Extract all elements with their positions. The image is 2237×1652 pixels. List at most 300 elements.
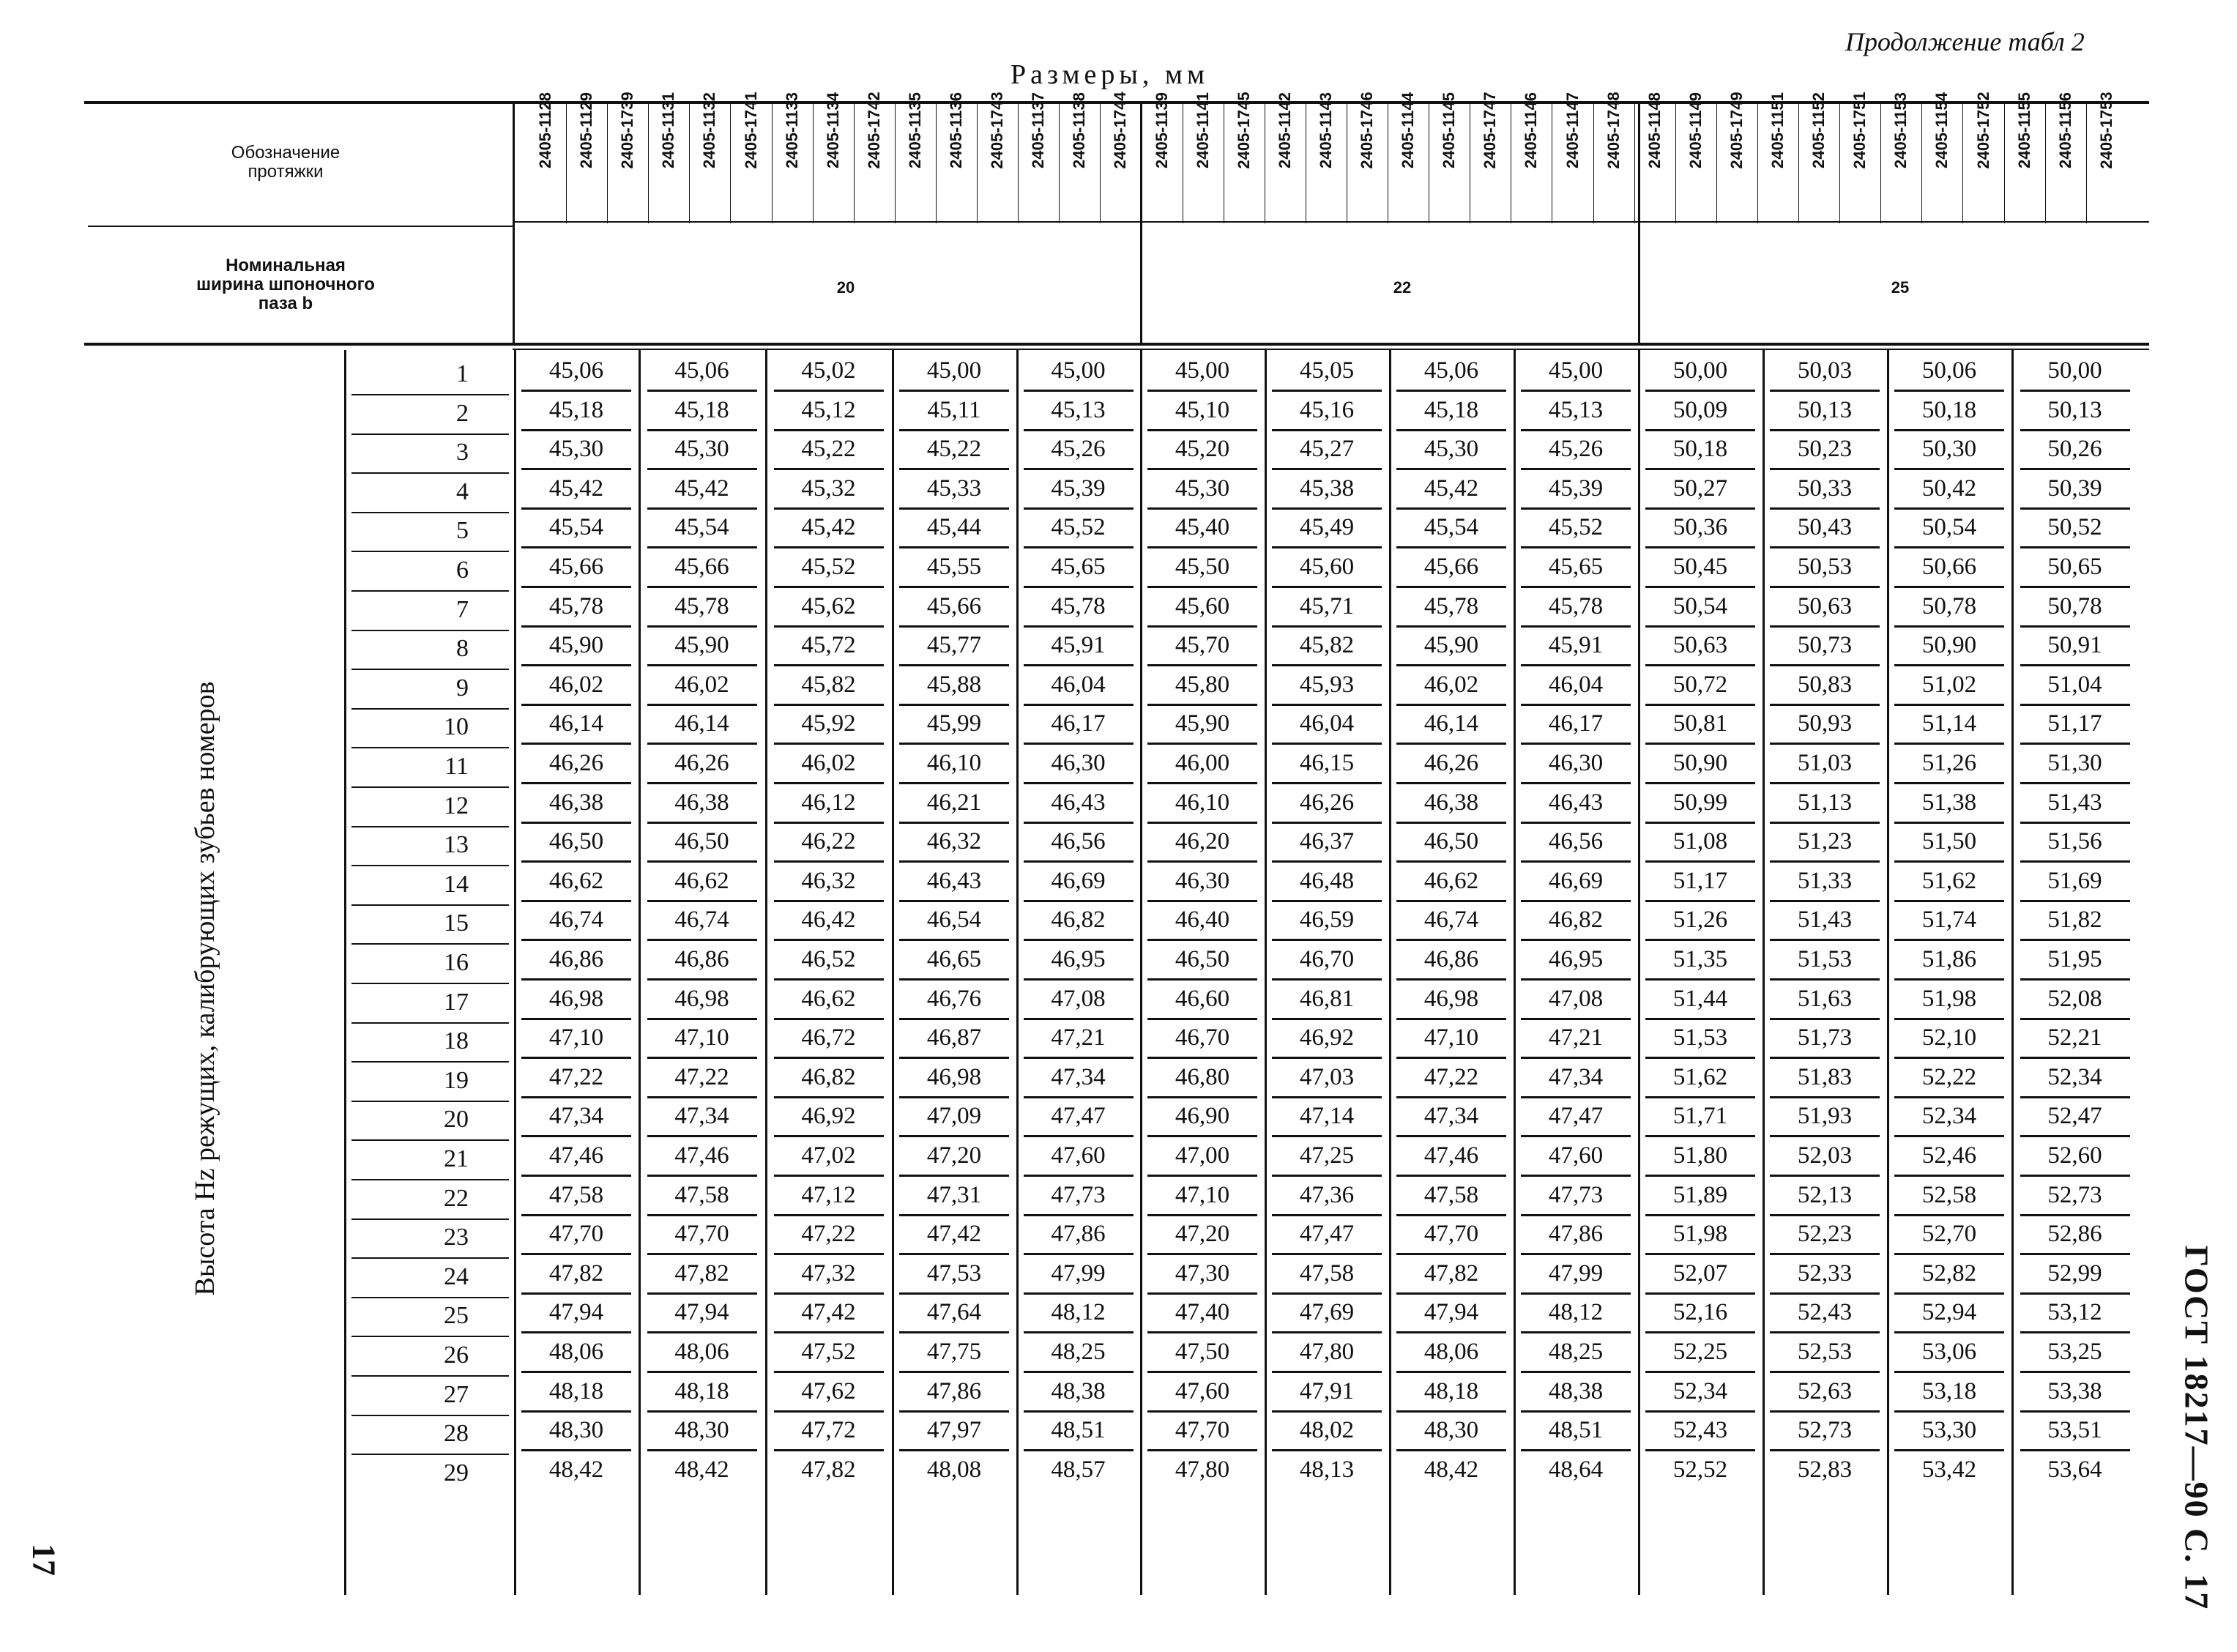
value-cell: 46,74	[1423, 907, 1479, 934]
value-underline	[1024, 743, 1134, 745]
value-underline	[1645, 1096, 1755, 1098]
value-underline	[647, 743, 757, 745]
value-underline	[1645, 1410, 1755, 1413]
value-cell: 46,26	[674, 750, 729, 776]
value-cell: 47,70	[548, 1221, 604, 1248]
value-underline	[1645, 429, 1755, 431]
value-underline	[1770, 1292, 1880, 1295]
value-underline	[774, 507, 884, 510]
nominal-width-label: Номинальная ширина шпоночного паза b	[196, 256, 375, 313]
value-cell: 50,36	[1672, 514, 1728, 541]
value-cell: 46,42	[801, 907, 856, 934]
value-underline	[521, 1292, 631, 1295]
value-underline	[1272, 743, 1382, 745]
value-underline	[899, 468, 1009, 470]
value-underline	[1894, 1371, 2004, 1373]
value-cell: 51,26	[1672, 907, 1728, 934]
value-underline	[1272, 546, 1382, 548]
value-cell: 47,73	[1548, 1181, 1604, 1208]
value-underline	[1645, 1018, 1755, 1020]
value-cell: 46,60	[1175, 985, 1230, 1012]
value-underline	[647, 1214, 757, 1216]
designation-code: 2405-1139	[1152, 92, 1171, 168]
value-underline	[647, 1331, 757, 1333]
value-cell: 51,04	[2047, 671, 2102, 698]
value-cell: 45,26	[1548, 436, 1604, 463]
value-cell: 47,99	[1548, 1260, 1604, 1287]
value-cell: 51,62	[1672, 1063, 1728, 1090]
value-underline	[1396, 900, 1506, 902]
value-underline	[899, 1096, 1009, 1098]
value-underline	[1645, 625, 1755, 628]
value-underline	[1645, 860, 1755, 863]
value-cell: 46,86	[674, 946, 729, 972]
value-underline	[1147, 1292, 1257, 1295]
value-underline	[1396, 1018, 1506, 1020]
row-number: 21	[444, 1145, 469, 1172]
width-25: 25	[1891, 278, 1910, 297]
value-underline	[2020, 1253, 2130, 1255]
value-underline	[1147, 664, 1257, 666]
value-cell: 47,86	[1548, 1221, 1604, 1248]
code-divider	[730, 103, 731, 223]
value-cell: 47,75	[926, 1339, 982, 1365]
value-underline	[1396, 546, 1506, 548]
value-cell: 46,62	[548, 867, 604, 894]
value-underline	[899, 1214, 1009, 1216]
value-underline	[647, 939, 757, 941]
value-cell: 51,43	[1797, 907, 1853, 934]
row-rule	[351, 1139, 509, 1141]
row-rule	[351, 983, 509, 984]
row-number: 5	[456, 517, 469, 545]
value-underline	[1272, 1214, 1382, 1216]
value-underline	[1521, 429, 1631, 431]
value-cell: 47,82	[548, 1260, 604, 1287]
value-underline	[647, 900, 757, 902]
designation-code: 2405-1132	[700, 92, 719, 168]
value-cell: 52,94	[1921, 1299, 1977, 1326]
value-underline	[647, 1135, 757, 1137]
value-cell: 48,38	[1548, 1377, 1604, 1404]
value-cell: 46,95	[1051, 946, 1106, 972]
designation-code: 2405-1131	[659, 92, 678, 168]
value-underline	[521, 468, 631, 470]
value-cell: 51,69	[2047, 867, 2102, 894]
value-cell: 51,33	[1797, 867, 1853, 894]
value-cell: 45,22	[801, 436, 856, 463]
code-divider	[1962, 103, 1963, 223]
codes-row-rule	[513, 221, 2149, 223]
value-cell: 45,72	[801, 632, 856, 659]
value-cell: 51,17	[1672, 867, 1728, 894]
value-underline	[1147, 743, 1257, 745]
value-cell: 47,62	[801, 1377, 856, 1404]
value-cell: 46,37	[1299, 828, 1355, 855]
value-underline	[774, 704, 884, 706]
value-cell: 52,99	[2047, 1260, 2102, 1287]
designation-code: 2405-1741	[741, 92, 760, 169]
value-underline	[647, 546, 757, 548]
designation-code: 2405-1751	[1850, 92, 1869, 169]
value-underline	[2020, 1331, 2130, 1333]
value-underline	[1396, 978, 1506, 981]
value-underline	[1894, 1135, 2004, 1137]
value-cell: 46,98	[926, 1063, 982, 1090]
value-cell: 50,63	[1672, 632, 1728, 659]
value-cell: 46,14	[1423, 710, 1479, 737]
value-underline	[521, 704, 631, 706]
value-underline	[647, 978, 757, 981]
value-underline	[2020, 625, 2130, 628]
value-cell: 47,21	[1548, 1024, 1604, 1052]
value-underline	[1521, 782, 1631, 784]
designation-code: 2405-1143	[1316, 92, 1335, 168]
value-underline	[899, 860, 1009, 863]
value-cell: 52,86	[2047, 1221, 2102, 1248]
value-cell: 46,48	[1299, 867, 1355, 894]
designation-code: 2405-1749	[1727, 92, 1746, 169]
value-cell: 45,88	[926, 671, 982, 698]
value-underline	[899, 429, 1009, 431]
row-rule	[351, 551, 509, 552]
value-cell: 48,42	[548, 1456, 604, 1483]
value-cell: 50,81	[1672, 710, 1728, 737]
value-underline	[1024, 507, 1134, 510]
row-number: 19	[444, 1066, 469, 1094]
row-rule	[351, 669, 509, 670]
value-underline	[899, 1135, 1009, 1137]
value-cell: 45,55	[926, 554, 982, 580]
value-underline	[1894, 1057, 2004, 1059]
value-underline	[774, 429, 884, 431]
row-rule	[351, 1454, 509, 1455]
value-underline	[1396, 1096, 1506, 1098]
value-cell: 46,00	[1175, 750, 1230, 776]
code-divider	[1798, 103, 1799, 223]
value-cell: 47,30	[1175, 1260, 1230, 1287]
value-underline	[2020, 1449, 2130, 1451]
value-cell: 50,90	[1672, 750, 1728, 776]
value-cell: 46,86	[1423, 946, 1479, 972]
value-underline	[1147, 1331, 1257, 1333]
value-underline	[521, 1135, 631, 1137]
value-underline	[1147, 1175, 1257, 1177]
value-underline	[1396, 390, 1506, 392]
value-underline	[1147, 822, 1257, 824]
value-cell: 45,42	[674, 475, 729, 502]
value-underline	[2020, 1057, 2130, 1059]
designation-code: 2405-1747	[1481, 92, 1500, 169]
value-underline	[1272, 900, 1382, 902]
value-underline	[1521, 586, 1631, 588]
value-underline	[1645, 546, 1755, 548]
value-cell: 48,64	[1548, 1456, 1604, 1483]
value-underline	[1396, 743, 1506, 745]
row-rule	[351, 786, 509, 788]
value-underline	[521, 1214, 631, 1216]
value-underline	[1521, 900, 1631, 902]
value-cell: 47,69	[1299, 1299, 1355, 1326]
value-cell: 51,14	[1921, 710, 1977, 737]
code-divider	[772, 103, 773, 223]
value-cell: 47,58	[1299, 1260, 1355, 1287]
value-underline	[1894, 468, 2004, 470]
value-underline	[1521, 860, 1631, 863]
gost-reference: ГОСТ 18217—90 С. 17	[2178, 1245, 2216, 1611]
value-cell: 46,74	[548, 907, 604, 934]
value-cell: 45,10	[1175, 396, 1230, 423]
value-cell: 45,30	[548, 436, 604, 463]
value-underline	[1272, 704, 1382, 706]
value-underline	[1770, 507, 1880, 510]
designation-code: 2405-1133	[782, 92, 801, 168]
value-underline	[1894, 390, 2004, 392]
value-cell: 47,42	[926, 1221, 982, 1248]
value-cell: 47,02	[801, 1142, 856, 1169]
value-underline	[2020, 429, 2130, 431]
value-cell: 52,73	[1797, 1417, 1853, 1444]
value-cell: 51,89	[1672, 1181, 1728, 1208]
value-underline	[1894, 1096, 2004, 1098]
value-cell: 46,62	[674, 867, 729, 894]
value-cell: 45,06	[1423, 357, 1479, 384]
value-underline	[1396, 1371, 1506, 1373]
value-underline	[647, 1371, 757, 1373]
value-underline	[2020, 1214, 2130, 1216]
value-underline	[899, 978, 1009, 981]
value-underline	[1024, 1135, 1134, 1137]
value-underline	[1521, 939, 1631, 941]
value-cell: 46,02	[801, 750, 856, 776]
value-underline	[1024, 860, 1134, 863]
value-underline	[1521, 390, 1631, 392]
value-underline	[1894, 743, 2004, 745]
value-underline	[1645, 939, 1755, 941]
value-cell: 47,34	[1423, 1103, 1479, 1130]
value-underline	[899, 1057, 1009, 1059]
code-divider	[648, 103, 649, 223]
value-cell: 52,21	[2047, 1024, 2102, 1052]
value-cell: 45,26	[1051, 436, 1106, 463]
designation-code: 2405-1744	[1111, 92, 1130, 169]
row-number: 14	[444, 870, 469, 898]
value-underline	[1024, 782, 1134, 784]
value-underline	[899, 782, 1009, 784]
value-cell: 48,18	[674, 1377, 729, 1404]
value-underline	[2020, 782, 2130, 784]
value-underline	[1894, 1018, 2004, 1020]
value-underline	[1770, 390, 1880, 392]
value-underline	[1147, 625, 1257, 628]
value-cell: 50,18	[1921, 396, 1977, 423]
value-cell: 51,98	[1921, 985, 1977, 1012]
value-underline	[774, 1096, 884, 1098]
value-cell: 47,25	[1299, 1142, 1355, 1169]
row-number-divider	[344, 350, 346, 1595]
value-cell: 47,86	[926, 1377, 982, 1404]
value-underline	[1770, 1253, 1880, 1255]
designation-label: Обозначение протяжки	[231, 143, 340, 182]
value-cell: 45,13	[1051, 396, 1106, 423]
value-underline	[774, 1292, 884, 1295]
value-underline	[1272, 390, 1382, 392]
value-cell: 46,54	[926, 907, 982, 934]
value-cell: 48,57	[1051, 1456, 1106, 1483]
row-number: 18	[444, 1027, 469, 1055]
value-underline	[1272, 1449, 1382, 1451]
value-underline	[1894, 822, 2004, 824]
row-number: 22	[444, 1184, 469, 1212]
value-underline	[1894, 546, 2004, 548]
value-underline	[1645, 586, 1755, 588]
value-underline	[1024, 1292, 1134, 1295]
value-underline	[1272, 1371, 1382, 1373]
value-underline	[1396, 822, 1506, 824]
value-cell: 47,99	[1051, 1260, 1106, 1287]
value-underline	[1024, 900, 1134, 902]
value-cell: 52,73	[2047, 1181, 2102, 1208]
value-underline	[1147, 1253, 1257, 1255]
value-cell: 46,04	[1299, 710, 1355, 737]
row-rule	[351, 512, 509, 513]
value-underline	[1894, 1449, 2004, 1451]
value-cell: 50,45	[1672, 554, 1728, 580]
value-underline	[647, 1096, 757, 1098]
value-cell: 53,06	[1921, 1339, 1977, 1365]
value-underline	[1272, 1331, 1382, 1333]
designation-code: 2405-1745	[1234, 92, 1253, 169]
value-cell: 50,83	[1797, 671, 1853, 698]
value-cell: 47,47	[1299, 1221, 1355, 1248]
value-underline	[521, 429, 631, 431]
value-underline	[899, 1292, 1009, 1295]
value-underline	[1272, 1018, 1382, 1020]
value-underline	[774, 625, 884, 628]
value-cell: 45,18	[674, 396, 729, 423]
value-underline	[1272, 1175, 1382, 1177]
code-divider	[1634, 103, 1635, 223]
value-underline	[1521, 1096, 1631, 1098]
value-underline	[1894, 978, 2004, 981]
value-underline	[1770, 939, 1880, 941]
value-underline	[521, 664, 631, 666]
row-number: 24	[444, 1262, 469, 1290]
value-cell: 45,71	[1299, 592, 1355, 620]
value-underline	[1024, 586, 1134, 588]
row-rule	[351, 630, 509, 631]
value-cell: 51,13	[1797, 789, 1853, 816]
codes-bottom-rule	[88, 226, 513, 227]
value-underline	[521, 1096, 631, 1098]
value-underline	[899, 546, 1009, 548]
designation-code: 2405-1746	[1358, 92, 1376, 169]
value-underline	[1770, 822, 1880, 824]
value-underline	[1024, 1410, 1134, 1413]
value-cell: 46,26	[1299, 789, 1355, 816]
value-cell: 47,08	[1051, 985, 1106, 1012]
value-underline	[2020, 507, 2130, 510]
value-cell: 46,56	[1051, 828, 1106, 855]
value-cell: 50,13	[2047, 396, 2102, 423]
value-cell: 53,42	[1921, 1456, 1977, 1483]
value-cell: 45,00	[1175, 357, 1230, 384]
value-cell: 50,18	[1672, 436, 1728, 463]
value-cell: 47,58	[1423, 1181, 1479, 1208]
code-divider	[813, 103, 814, 223]
value-underline	[647, 586, 757, 588]
value-cell: 50,63	[1797, 592, 1853, 620]
row-number: 23	[444, 1224, 469, 1251]
row-rule	[351, 1415, 509, 1416]
value-cell: 45,18	[548, 396, 604, 423]
value-underline	[1396, 860, 1506, 863]
header-bottom-rule	[84, 343, 2149, 346]
value-cell: 46,38	[548, 789, 604, 816]
value-cell: 47,10	[1423, 1024, 1479, 1052]
value-underline	[1770, 1449, 1880, 1451]
value-underline	[1645, 664, 1755, 666]
value-cell: 47,32	[801, 1260, 856, 1287]
value-cell: 52,22	[1921, 1063, 1977, 1090]
row-rule	[351, 1297, 509, 1298]
designation-code: 2405-1753	[2096, 92, 2115, 169]
value-cell: 46,87	[926, 1024, 982, 1052]
row-number: 12	[444, 792, 469, 819]
value-cell: 46,72	[801, 1024, 856, 1052]
value-underline	[1770, 586, 1880, 588]
value-underline	[774, 390, 884, 392]
value-cell: 47,50	[1175, 1339, 1230, 1365]
row-number: 17	[444, 988, 469, 1016]
designation-code: 2405-1129	[577, 92, 596, 168]
value-cell: 45,13	[1548, 396, 1604, 423]
value-cell: 47,58	[674, 1181, 729, 1208]
value-underline	[774, 1018, 884, 1020]
value-cell: 47,00	[1175, 1142, 1230, 1169]
value-underline	[1396, 1292, 1506, 1295]
value-underline	[521, 1331, 631, 1333]
designation-code: 2405-1141	[1193, 92, 1212, 168]
value-underline	[647, 625, 757, 628]
value-cell: 52,43	[1672, 1417, 1728, 1444]
value-cell: 52,70	[1921, 1221, 1977, 1248]
value-underline	[1272, 1253, 1382, 1255]
row-number: 11	[444, 753, 469, 780]
value-cell: 47,94	[674, 1299, 729, 1326]
value-underline	[1521, 1410, 1631, 1413]
dimensions-title: Размеры, мм	[1010, 59, 1210, 90]
value-cell: 51,82	[2047, 907, 2102, 934]
value-cell: 48,06	[674, 1339, 729, 1365]
value-cell: 46,56	[1548, 828, 1604, 855]
value-cell: 47,73	[1051, 1181, 1106, 1208]
designation-code: 2405-1156	[2055, 92, 2074, 168]
value-cell: 45,00	[1548, 357, 1604, 384]
value-cell: 51,02	[1921, 671, 1977, 698]
value-cell: 46,69	[1051, 867, 1106, 894]
value-underline	[1147, 782, 1257, 784]
value-cell: 45,30	[1423, 436, 1479, 463]
value-cell: 45,92	[801, 710, 856, 737]
value-underline	[1521, 1057, 1631, 1059]
value-cell: 51,26	[1921, 750, 1977, 776]
value-cell: 46,30	[1548, 750, 1604, 776]
value-underline	[1521, 468, 1631, 470]
value-cell: 45,82	[1299, 632, 1355, 659]
value-underline	[2020, 743, 2130, 745]
code-divider	[1141, 103, 1142, 223]
